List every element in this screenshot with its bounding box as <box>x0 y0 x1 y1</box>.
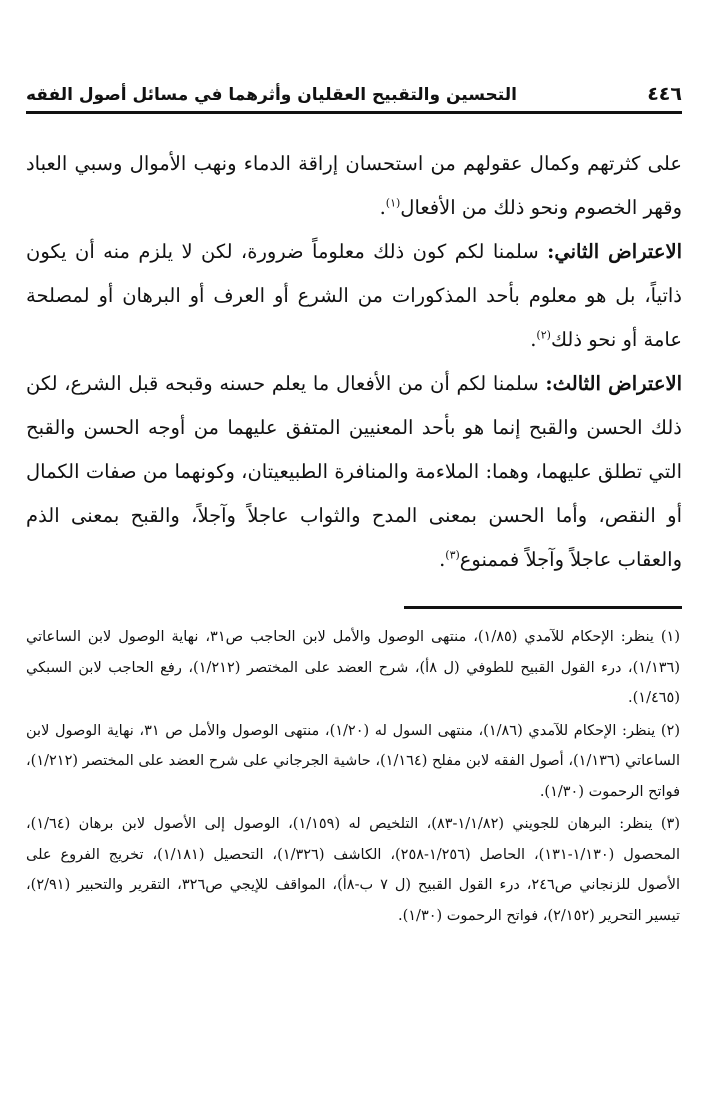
footnote-3: (٣) ينظر: البرهان للجويني (١/١/٨٢-٨٣)، التلخيص له (١/١٥٩)، الوصول إلى الأصول لابن برهان (١/٦٤)، المحصول (١/١٣٠-١٣١)، الحاصل (١/٢٥٦-٢٥٨)، الكاشف (١/٣٢٦)، التحصيل (١/١٨١)، تخريج الفروع على الأصول للزنجاني ص٢٤٦، درء القول القبيح (ل ٧ ب-٨أ)، المواقف للإيجي ص٣٢٦، التقرير والتحبير (٢/٩١)، تيسير التحرير (٢/١٥٢)، فواتح الرحموت (١/٣٠). <box>26 816 681 924</box>
page-number: ٤٤٦ <box>647 83 682 105</box>
objection-2-heading: الاعتراض الثاني: <box>547 240 682 263</box>
footnote-2: (٢) ينظر: الإحكام للآمدي (١/٨٦)، منتهى السول له (١/٢٠)، منتهى الوصول والأمل ص ٣١، نهاية الوصول لابن الساعاتي (١/١٣٦)، أصول الفقه لابن مفلح (١/١٦٤)، حاشية الجرجاني على شرح العضد على المختصر (١/٢١٢)، فواتح الرحموت (١/٣٠). <box>26 722 680 800</box>
running-title: التحسين والتقبيح العقليان وأثرهما في مسائل أصول الفقه <box>26 85 517 105</box>
footnote-1: (١) ينظر: الإحكام للآمدي (١/٨٥)، منتهى الوصول والأمل لابن الحاجب ص٣١، نهاية الوصول لابن الساعاتي (١/١٣٦)، درء القول القبيح للطوفي (ل ٨أ)، شرح العضد على المختصر (١/٢١٢)، رفع الحاجب لابن السبكي (١/٤٦٥). <box>26 629 680 706</box>
paragraph-1-end: . <box>379 196 386 219</box>
paragraph-1-text: على كثرتهم وكمال عقولهم من استحسان إراقة الدماء ونهب الأموال وسبي العباد وقهر الخصوم ونحو ذلك من الأفعال <box>26 152 682 219</box>
paragraph-3 <box>26 362 682 582</box>
paragraph-3-text: سلمنا لكم أن من الأفعال ما يعلم حسنه وقبحه قبل الشرع، لكن ذلك الحسن والقبح إنما هو بأحد المعنيين المتفق عليهما من أوجه الحسن والقبح التي تطلق عليهما، وهما: الملاءمة والمنافرة الطبيعيتان، وكونهما من صفات الكمال أو النقص، وأما الحسن بمعنى المدح والثواب عاجلاً وآجلاً، والقبح بمعنى الذم والعقاب عاجلاً وآجلاً فممنوع <box>26 372 682 571</box>
paragraph-2 <box>26 230 682 362</box>
paragraph-1 <box>26 142 682 230</box>
footnote-ref-1: (١) <box>385 196 401 210</box>
objection-3-heading: الاعتراض الثالث: <box>545 372 682 395</box>
page-header <box>26 70 682 114</box>
paragraph-3-end: . <box>439 548 446 571</box>
paragraph-2-end: . <box>530 328 537 351</box>
footnote-ref-3: (٣) <box>445 548 460 562</box>
footnote-separator <box>404 606 682 609</box>
paragraph-2-text: سلمنا لكم كون ذلك معلوماً ضرورة، لكن لا يلزم منه أن يكون ذاتياً، بل هو معلوم بأحد المذكورات من الشرع أو العرف أو البرهان أو لمصلحة عامة أو نحو ذلك <box>26 240 682 351</box>
footnotes <box>26 622 680 933</box>
main-text <box>26 142 682 582</box>
footnote-ref-2: (٢) <box>536 328 551 342</box>
